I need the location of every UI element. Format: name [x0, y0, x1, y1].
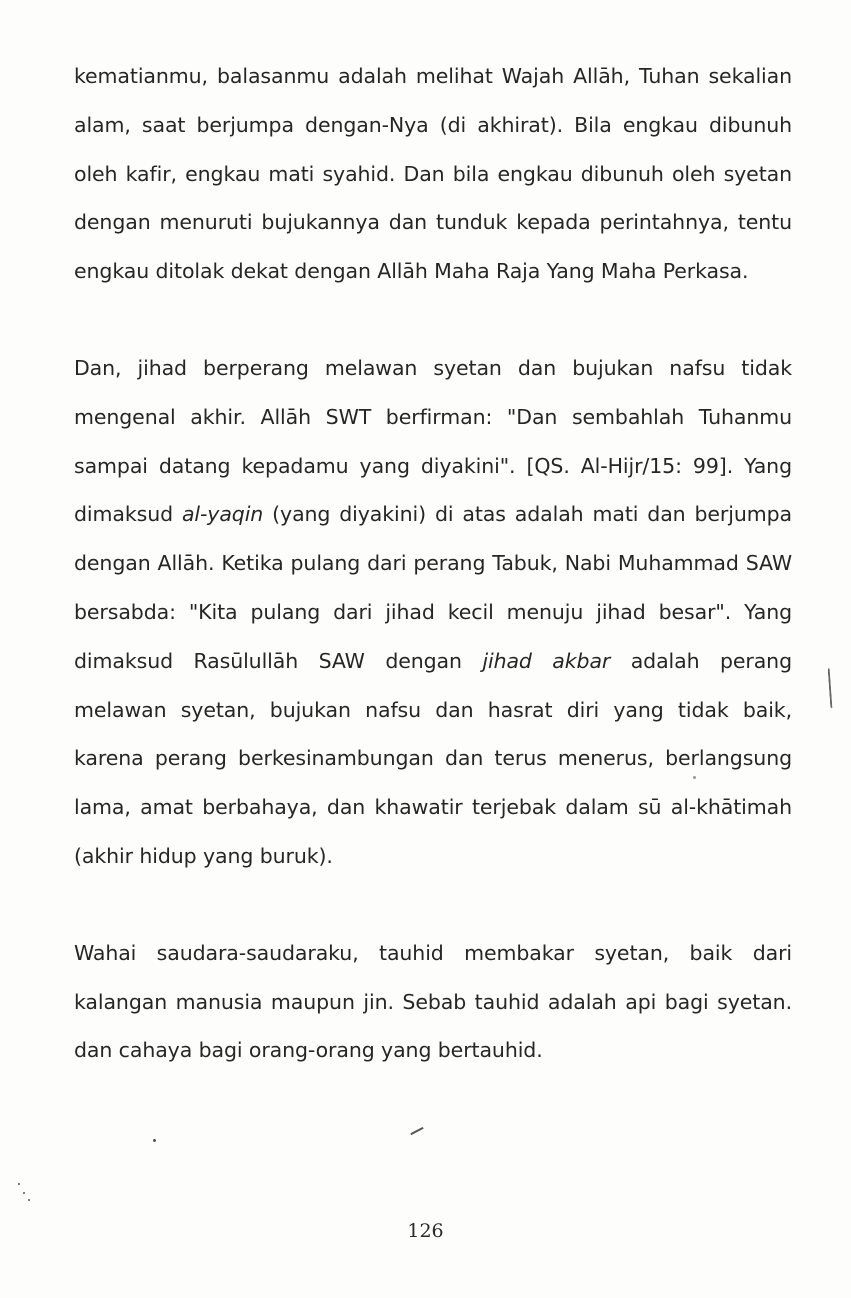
dust-speck	[153, 1139, 156, 1142]
paragraph-3-text: Wahai saudara-saudaraku, tauhid membakar syetan, baik dari kalangan manusia maupun jin. Sebab tauhid adalah api bagi syetan. dan cahaya bagi orang-orang yang bertauhid.	[74, 940, 792, 1063]
paragraph-2-text-b: (yang diyakini) di atas adalah mati dan berjumpa dengan Allāh. Ketika pulang dari perang Tabuk, Nabi Muhammad SAW bersabda: "Kita pulang dari jihad kecil menuju jihad besar". Yang dimaksud Rasūlullāh SAW dengan	[74, 502, 792, 673]
page-number: 126	[407, 1220, 444, 1242]
paragraph-2-text-a: Dan, jihad berperang melawan syetan dan bujukan nafsu tidak mengenal akhir. Allāh SWT berfirman: "Dan sembahlah Tuhanmu sampai datang kepadamu yang diyakini". [QS. Al-Hijr/15: 99]. Yang dimaksud	[74, 355, 792, 527]
ink-stroke-mark	[410, 1127, 423, 1135]
term-al-yaqin: al-yaqin	[181, 502, 264, 527]
page-body	[74, 52, 792, 1075]
term-jihad-akbar: jihad akbar	[482, 648, 611, 673]
paragraph-1-text: kematianmu, balasanmu adalah melihat Wajah Allāh, Tuhan sekalian alam, saat berjumpa dengan-Nya (di akhirat). Bila engkau dibunuh oleh kafir, engkau mati syahid. Dan bila engkau dibunuh oleh syetan dengan menuruti bujukannya dan tunduk kepada perintahnya, tentu engkau ditolak dekat dengan Allāh Maha Raja Yang Maha Perkasa.	[74, 64, 792, 284]
dust-speck	[18, 1183, 20, 1185]
dust-speck	[693, 776, 696, 779]
margin-mark	[828, 668, 837, 708]
paragraph-3	[74, 929, 792, 1075]
dust-speck	[28, 1199, 30, 1201]
paragraph-2-text-c: adalah perang melawan syetan, bujukan nafsu dan hasrat diri yang tidak baik, karena perang berkesinambungan dan terus menerus, berlangsung lama, amat berbahaya, dan khawatir terjebak dalam sū al-khātimah (akhir hidup yang buruk).	[74, 648, 792, 868]
paragraph-1	[74, 52, 792, 296]
paragraph-2	[74, 344, 792, 881]
dust-speck	[23, 1192, 25, 1194]
